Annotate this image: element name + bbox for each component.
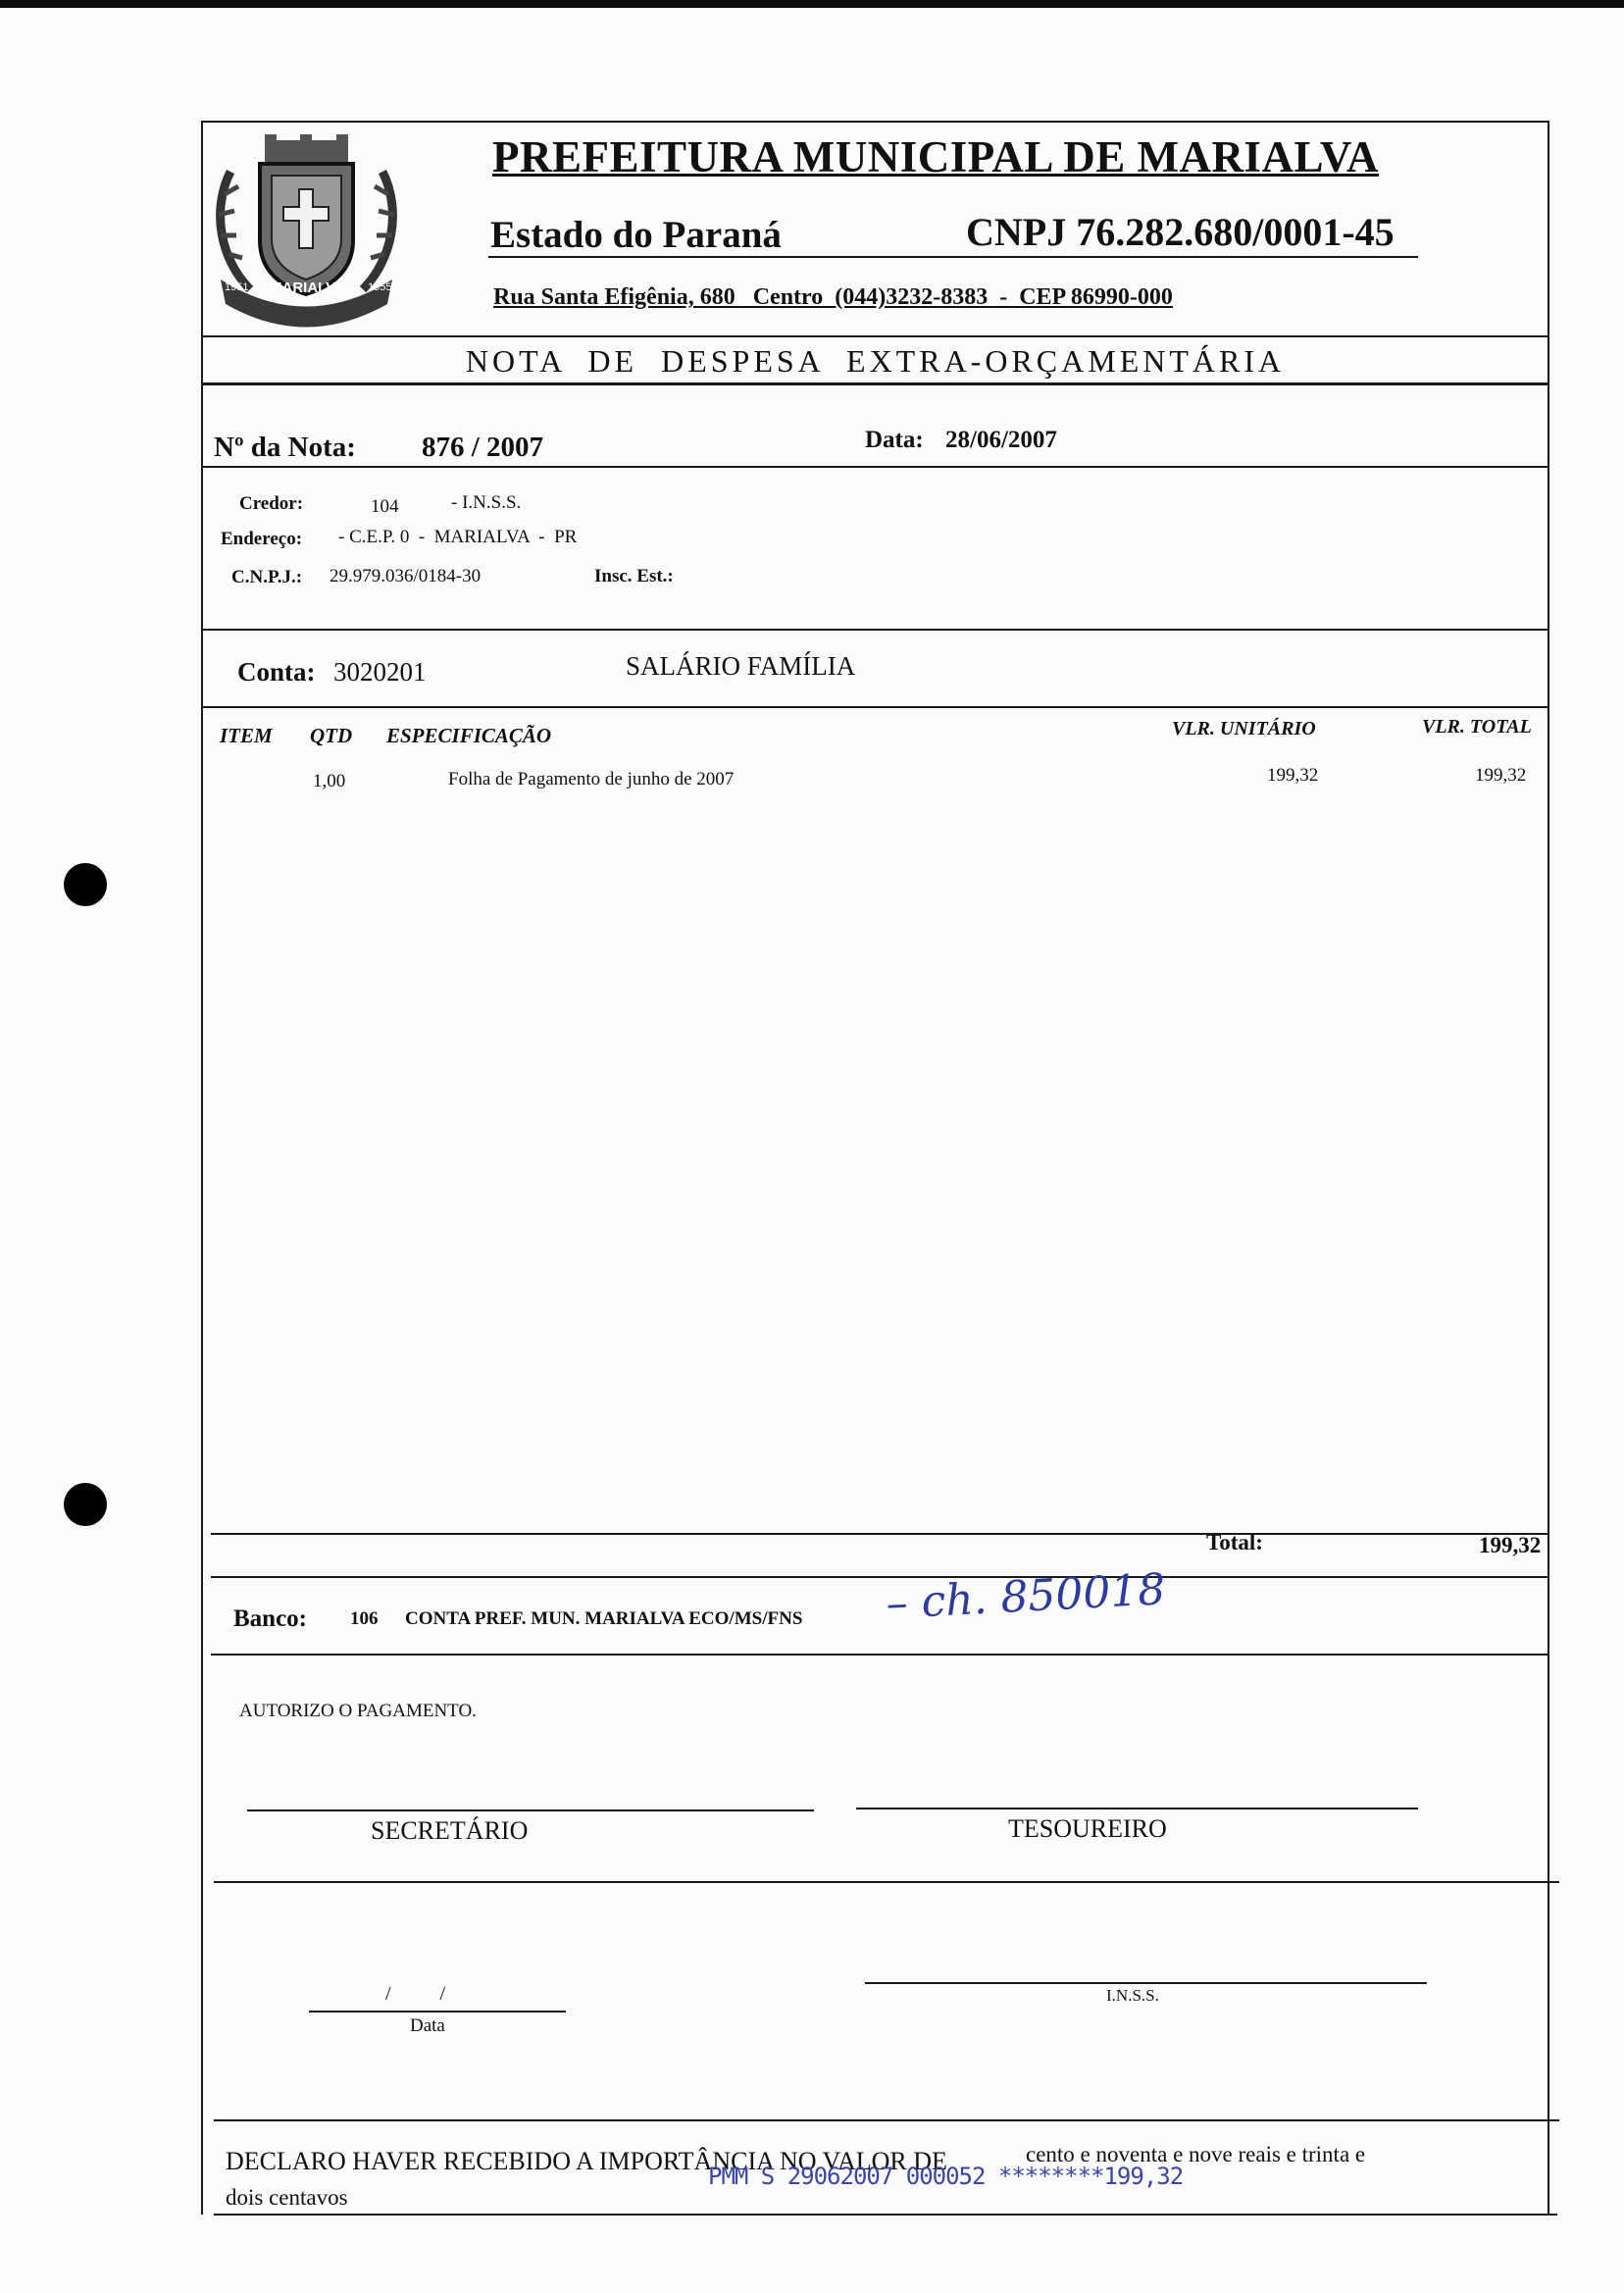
nota-number-label: Nº da Nota: bbox=[214, 432, 356, 463]
credor-label: Credor: bbox=[239, 493, 304, 514]
address-line: Rua Santa Efigênia, 680 Centro (044)3232-8383 - CEP 86990-000 bbox=[493, 284, 1173, 310]
frame-right bbox=[1548, 121, 1549, 2215]
handwritten-cheque-number: – ch. 850018 bbox=[885, 1564, 1167, 1629]
credor-divider bbox=[201, 629, 1549, 631]
coat-of-arms-icon bbox=[211, 132, 402, 329]
nota-date-label: Data: bbox=[865, 427, 924, 453]
receipt-date-label: Data bbox=[410, 2015, 445, 2036]
declaration-main: DECLARO HAVER RECEBIDO A IMPORTÂNCIA NO VALOR DE bbox=[226, 2147, 947, 2175]
banco-label: Banco: bbox=[233, 1605, 307, 1632]
conta-number: 3020201 bbox=[333, 657, 427, 687]
total-value: 199,32 bbox=[1479, 1533, 1542, 1557]
tesoureiro-signature-line bbox=[856, 1808, 1418, 1809]
row-total-value: 199,32 bbox=[1475, 765, 1527, 786]
conta-divider bbox=[201, 706, 1549, 708]
punch-hole-bottom bbox=[64, 1483, 107, 1526]
coat-year-left: 1951 bbox=[225, 281, 249, 293]
tesoureiro-label: TESOUREIRO bbox=[1008, 1814, 1167, 1843]
receipt-divider bbox=[214, 2119, 1559, 2121]
col-header-item: ITEM bbox=[220, 724, 273, 747]
total-divider-bottom bbox=[211, 1576, 1549, 1578]
total-divider-top bbox=[211, 1533, 1549, 1535]
scan-top-edge bbox=[0, 0, 1624, 8]
col-header-qtd: QTD bbox=[310, 724, 353, 747]
receipt-date-line bbox=[309, 2011, 566, 2013]
authorization-divider bbox=[214, 1881, 1559, 1883]
banco-divider bbox=[211, 1654, 1549, 1656]
banco-code: 106 bbox=[350, 1608, 379, 1629]
frame-left bbox=[201, 121, 203, 2215]
secretario-signature-line bbox=[247, 1809, 814, 1811]
authorization-text: AUTORIZO O PAGAMENTO. bbox=[239, 1701, 477, 1721]
nota-divider bbox=[201, 466, 1549, 468]
declaration-line2: dois centavos bbox=[226, 2185, 348, 2210]
frame-top bbox=[201, 121, 1549, 123]
credor-name: - I.N.S.S. bbox=[451, 492, 522, 513]
nota-date-value: 28/06/2007 bbox=[945, 427, 1057, 453]
coat-ribbon-text: MARIALVA bbox=[270, 280, 345, 296]
declaration-amount: cento e noventa e nove reais e trinta e bbox=[1026, 2142, 1366, 2166]
inss-label: I.N.S.S. bbox=[1106, 1986, 1159, 2005]
payment-stamp: PMM S 29062007 000052 ********199,32 bbox=[708, 2163, 1184, 2190]
title-divider bbox=[201, 382, 1549, 385]
coat-year-right: 1955 bbox=[368, 281, 392, 293]
total-label: Total: bbox=[1206, 1530, 1263, 1554]
secretario-label: SECRETÁRIO bbox=[371, 1816, 529, 1845]
col-header-spec: ESPECIFICAÇÃO bbox=[386, 724, 552, 747]
row-spec: Folha de Pagamento de junho de 2007 bbox=[448, 769, 735, 790]
banco-name: CONTA PREF. MUN. MARIALVA ECO/MS/FNS bbox=[405, 1608, 803, 1629]
row-qtd: 1,00 bbox=[313, 771, 346, 791]
header-divider bbox=[201, 335, 1549, 337]
cnpj-label: C.N.P.J.: bbox=[231, 567, 303, 587]
table-row bbox=[201, 765, 1549, 794]
conta-label: Conta: bbox=[237, 657, 316, 687]
state-name: Estado do Paraná bbox=[490, 214, 782, 256]
conta-description: SALÁRIO FAMÍLIA bbox=[626, 651, 856, 681]
cnpj-header: CNPJ 76.282.680/0001-45 bbox=[966, 210, 1395, 254]
insc-est-label: Insc. Est.: bbox=[594, 566, 674, 586]
document-title: NOTA DE DESPESA EXTRA-ORÇAMENTÁRIA bbox=[465, 343, 1286, 379]
page-title: PREFEITURA MUNICIPAL DE MARIALVA bbox=[492, 132, 1380, 181]
inss-signature-line bbox=[865, 1982, 1427, 1984]
endereco-label: Endereço: bbox=[221, 529, 303, 549]
punch-hole-top bbox=[64, 863, 107, 906]
cnpj-value: 29.979.036/0184-30 bbox=[330, 566, 482, 586]
frame-bottom bbox=[214, 2214, 1557, 2216]
credor-code: 104 bbox=[371, 496, 399, 517]
nota-number-value: 876 / 2007 bbox=[422, 432, 544, 463]
col-header-unit: VLR. UNITÁRIO bbox=[1172, 718, 1316, 739]
row-unit-value: 199,32 bbox=[1267, 765, 1319, 786]
endereco-value: - C.E.P. 0 - MARIALVA - PR bbox=[338, 527, 578, 547]
col-header-total: VLR. TOTAL bbox=[1422, 716, 1532, 738]
receipt-date-slashes: / / bbox=[385, 1983, 446, 2005]
state-underline bbox=[488, 256, 1418, 258]
